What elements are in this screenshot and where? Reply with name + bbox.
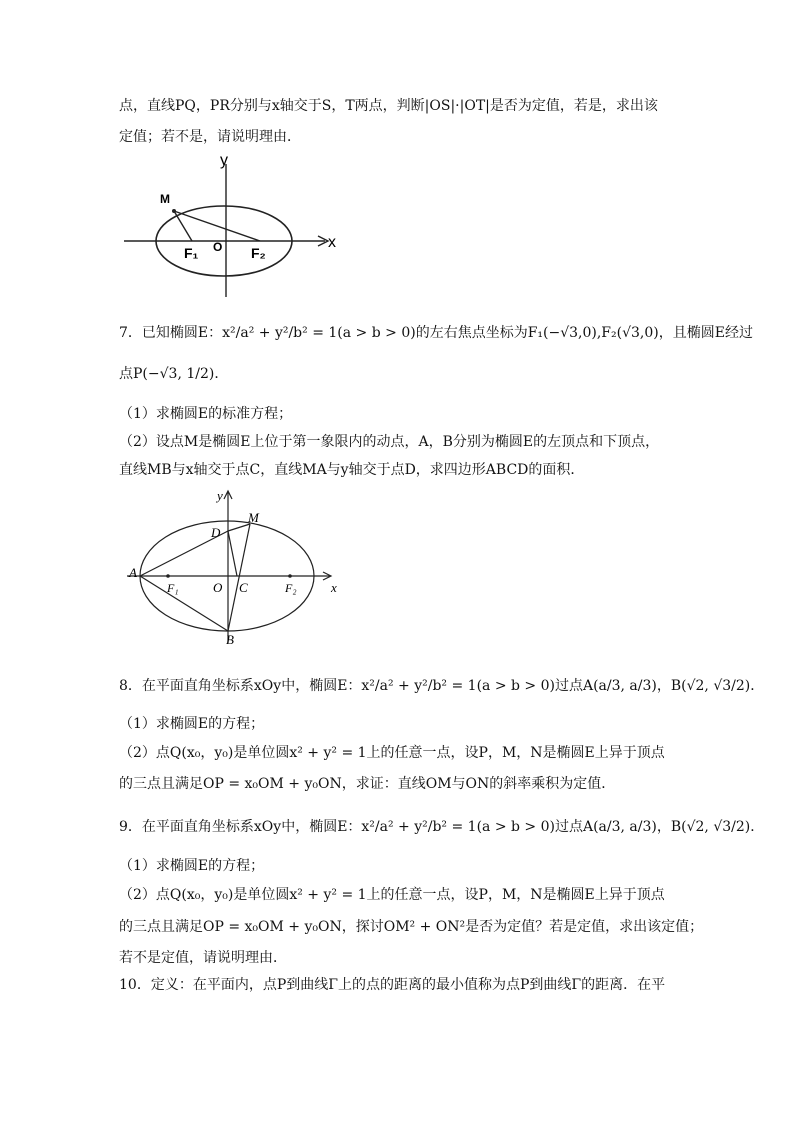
- x-label: x: [331, 580, 337, 595]
- problem7-line2: 点P(−√3, 1/2)．: [119, 366, 229, 382]
- point-f2: [288, 574, 292, 578]
- segment-m-f1: [174, 211, 192, 241]
- f1-label: F₁: [167, 581, 179, 595]
- problem9-q2-line2: 的三点且满足OP = x₀OM + y₀ON，探讨OM² + ON²是否为定值？若是定值，求出该定值；: [119, 919, 704, 935]
- problem8-q1: （1）求椭圆E的方程；: [119, 716, 265, 732]
- segment-d-c: [228, 531, 237, 576]
- problem9-q1: （1）求椭圆E的方程；: [119, 858, 265, 874]
- a-label: A: [129, 565, 137, 580]
- m-label: M: [160, 192, 170, 206]
- problem6-line1: 点，直线PQ，PR分别与x轴交于S，T两点，判断|OS|·|OT|是否为定值，若是，求出该: [119, 98, 658, 114]
- f2-label: F₂: [251, 245, 266, 261]
- b-label: B: [226, 632, 234, 647]
- y-label: y: [220, 152, 228, 169]
- problem9-line1: 9．在平面直角坐标系xOy中，椭圆E：x²/a² + y²/b² = 1(a > b > 0)过点A(a/3, a/3)，B(√2, √3/2)．: [119, 819, 765, 835]
- figure-ellipse-2: [125, 488, 345, 648]
- problem8-line1: 8．在平面直角坐标系xOy中，椭圆E：x²/a² + y²/b² = 1(a > b > 0)过点A(a/3, a/3)，B(√2, √3/2)．: [119, 678, 765, 694]
- x-label: x: [328, 234, 336, 251]
- point-m: [172, 209, 176, 213]
- d-label: D: [211, 525, 221, 540]
- point-f1: [166, 574, 170, 578]
- problem7-q2-line2: 直线MB与x轴交于点C，直线MA与y轴交于点D，求四边形ABCD的面积．: [119, 462, 585, 478]
- figure-ellipse-1: [120, 150, 350, 302]
- problem6-line2: 定值；若不是，请说明理由．: [119, 129, 301, 145]
- origin-label: O: [213, 240, 223, 254]
- f2-label: F₂: [285, 581, 297, 595]
- problem9-q2-line3: 若不是定值，请说明理由．: [119, 950, 287, 966]
- c-label: C: [239, 580, 248, 595]
- problem8-q2-line1: （2）点Q(x₀，y₀)是单位圆x² + y² = 1上的任意一点，设P，M，N是椭圆E上异于顶点: [119, 745, 665, 761]
- f1-label: F₁: [184, 245, 199, 261]
- m-label: M: [248, 510, 259, 525]
- y-label: y: [217, 488, 223, 503]
- problem8-q2-line2: 的三点且满足OP = x₀OM + y₀ON，求证：直线OM与ON的斜率乘积为定值．: [119, 776, 616, 792]
- segment-m-f2: [174, 211, 260, 241]
- problem7-line1: 7．已知椭圆E：x²/a² + y²/b² = 1(a > b > 0)的左右焦点坐标为F₁(−√3,0),F₂(√3,0)，且椭圆E经过: [119, 325, 753, 341]
- problem7-q1: （1）求椭圆E的标准方程；: [119, 406, 293, 422]
- segment-b-m: [228, 524, 250, 631]
- problem7-q2-line1: （2）设点M是椭圆E上位于第一象限内的动点，A，B分别为椭圆E的左顶点和下顶点，: [119, 434, 660, 450]
- segment-d-m: [228, 524, 250, 531]
- problem9-q2-line1: （2）点Q(x₀，y₀)是单位圆x² + y² = 1上的任意一点，设P，M，N是椭圆E上异于顶点: [119, 887, 665, 903]
- problem10-line1: 10．定义：在平面内，点P到曲线Γ上的点的距离的最小值称为点P到曲线Γ的距离．在平: [119, 977, 666, 993]
- origin-label: O: [213, 580, 223, 595]
